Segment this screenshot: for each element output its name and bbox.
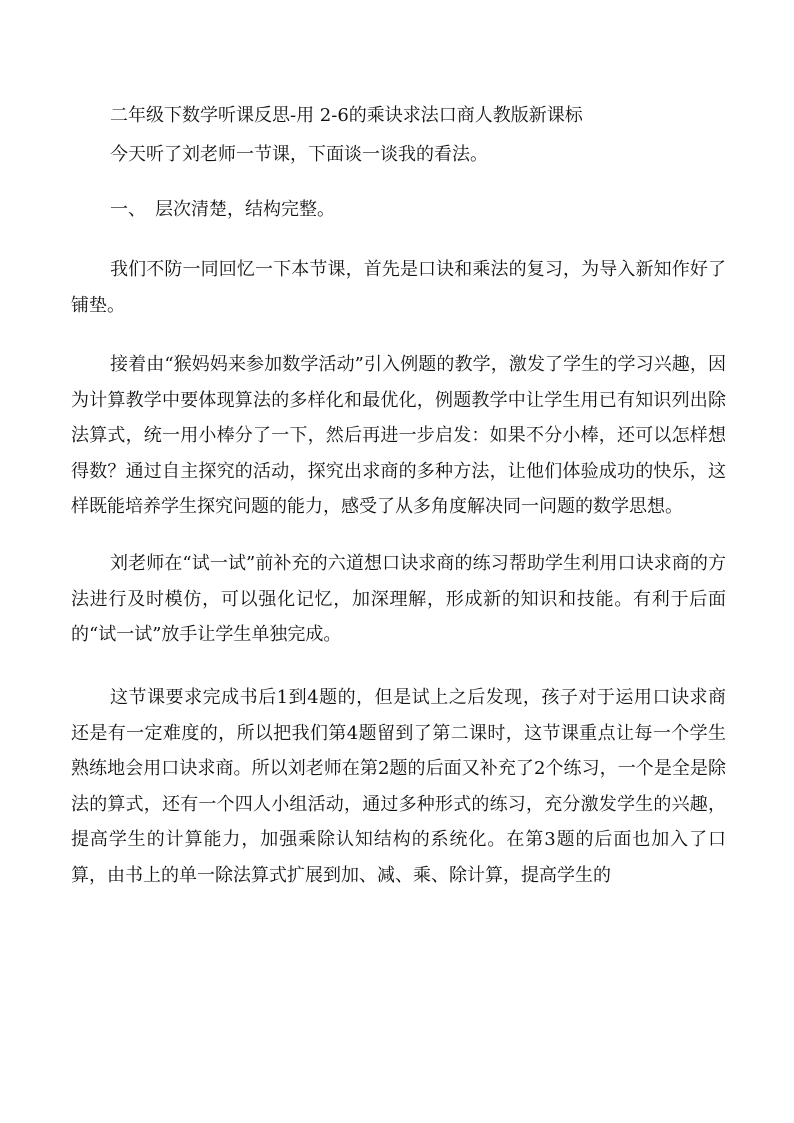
section-heading: 一、 层次清楚，结构完整。 [110,199,335,220]
document-title: 二年级下数学听课反思-用 2-6的乘诀求法口商人教版新课标 [110,105,583,126]
intro-paragraph: 今天听了刘老师一节课，下面谈一谈我的看法。 [110,144,488,165]
body-paragraph-3: 刘老师在“试一试”前补充的六道想口诀求商的练习帮助学生利用口诀求商的方法进行及时模仿，可以强化记忆，加深理解，形成新的知识和技能。有利于后面的“试一试”放手让学生单独完成。 [71,553,726,645]
body-paragraph-1: 我们不防一同回忆一下本节课，首先是口诀和乘法的复习，为导入新知作好了铺垫。 [71,259,726,316]
body-paragraph-4: 这节课要求完成书后1到4题的，但是试上之后发现，孩子对于运用口诀求商还是有一定难度的，所以把我们第4题留到了第二课时，这节课重点让每一个学生熟练地会用口诀求商。所以刘老师在第2题的后面又补充了2个练习，一个是全是除法的算式，还有一个四人小组活动，通过多种形式的练习，充分激发学生的兴趣，提高学生的计算能力，加强乘除认知结构的系统化。在第3题的后面也加入了口算，由书上的单一除法算式扩展到加、减、乘、除计算，提高学生的 [71,687,726,886]
body-paragraph-2: 接着由“猴妈妈来参加数学活动”引入例题的教学，激发了学生的学习兴趣，因为计算教学中要体现算法的多样化和最优化，例题教学中让学生用已有知识列出除法算式，统一用小棒分了一下，然后再进一步启发：如果不分小棒，还可以怎样想得数？通过自主探究的活动，探究出求商的多种方法，让他们体验成功的快乐，这样既能培养学生探究问题的能力，感受了从多角度解决同一问题的数学思想。 [71,354,726,517]
